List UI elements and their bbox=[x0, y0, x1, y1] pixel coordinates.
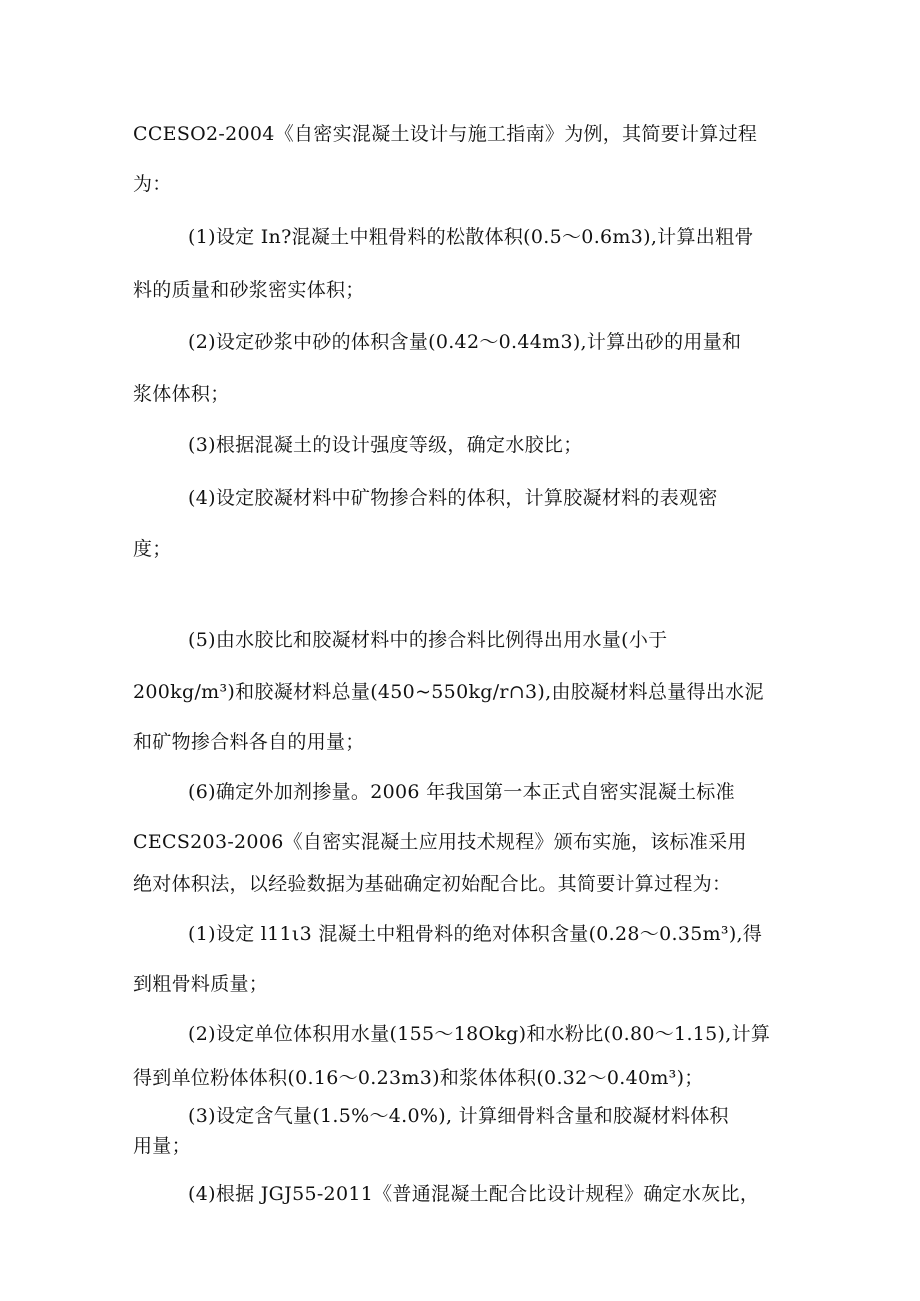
text-line: (1)设定 l11ι3 混凝土中粗骨料的绝对体积含量(0.28～0.35m³),得 bbox=[188, 923, 763, 945]
text-line: 浆体体积； bbox=[133, 383, 230, 405]
text-line: (3)设定含气量(1.5%～4.0%), 计算细骨料含量和胶凝材料体积 bbox=[188, 1105, 729, 1127]
text-line: (1)设定 In?混凝土中粗骨料的松散体积(0.5～0.6m3),计算出粗骨 bbox=[188, 226, 754, 248]
text-line: CECS203-2006《自密实混凝土应用技术规程》颁布实施，该标准采用 bbox=[133, 831, 747, 853]
text-line: (5)由水胶比和胶凝材料中的掺合料比例得出用水量(小于 bbox=[188, 629, 668, 651]
text-line: (6)确定外加剂掺量。2006 年我国第一本正式自密实混凝土标准 bbox=[188, 781, 735, 803]
text-line: 料的质量和砂浆密实体积； bbox=[133, 279, 365, 301]
text-line: 绝对体积法，以经验数据为基础确定初始配合比。其简要计算过程为： bbox=[133, 873, 732, 895]
text-line: 得到单位粉体体积(0.16～0.23m3)和浆体体积(0.32～0.40m³)； bbox=[133, 1067, 704, 1089]
text-line: 用量； bbox=[133, 1135, 191, 1157]
text-line: 到粗骨料质量； bbox=[133, 973, 269, 995]
text-line: 度； bbox=[133, 538, 172, 560]
text-line: 200kg∕m³)和胶凝材料总量(450~550kg∕r∩3),由胶凝材料总量得出水泥 bbox=[133, 681, 764, 703]
text-line: (4)根据 JGJ55-2011《普通混凝土配合比设计规程》确定水灰比， bbox=[188, 1183, 760, 1205]
text-line: 和矿物掺合料各自的用量； bbox=[133, 731, 365, 753]
text-line: 为： bbox=[133, 173, 172, 195]
text-line: (2)设定砂浆中砂的体积含量(0.42～0.44m3),计算出砂的用量和 bbox=[188, 331, 742, 353]
text-line: (2)设定单位体积用水量(155～18Okg)和水粉比(0.80～1.15),计算 bbox=[188, 1023, 771, 1045]
text-line: CCESO2-2004《自密实混凝土设计与施工指南》为例，其简要计算过程 bbox=[133, 123, 758, 145]
text-line: (4)设定胶凝材料中矿物掺合料的体积，计算胶凝材料的表观密 bbox=[188, 487, 718, 509]
text-line: (3)根据混凝土的设计强度等级，确定水胶比； bbox=[188, 434, 583, 456]
